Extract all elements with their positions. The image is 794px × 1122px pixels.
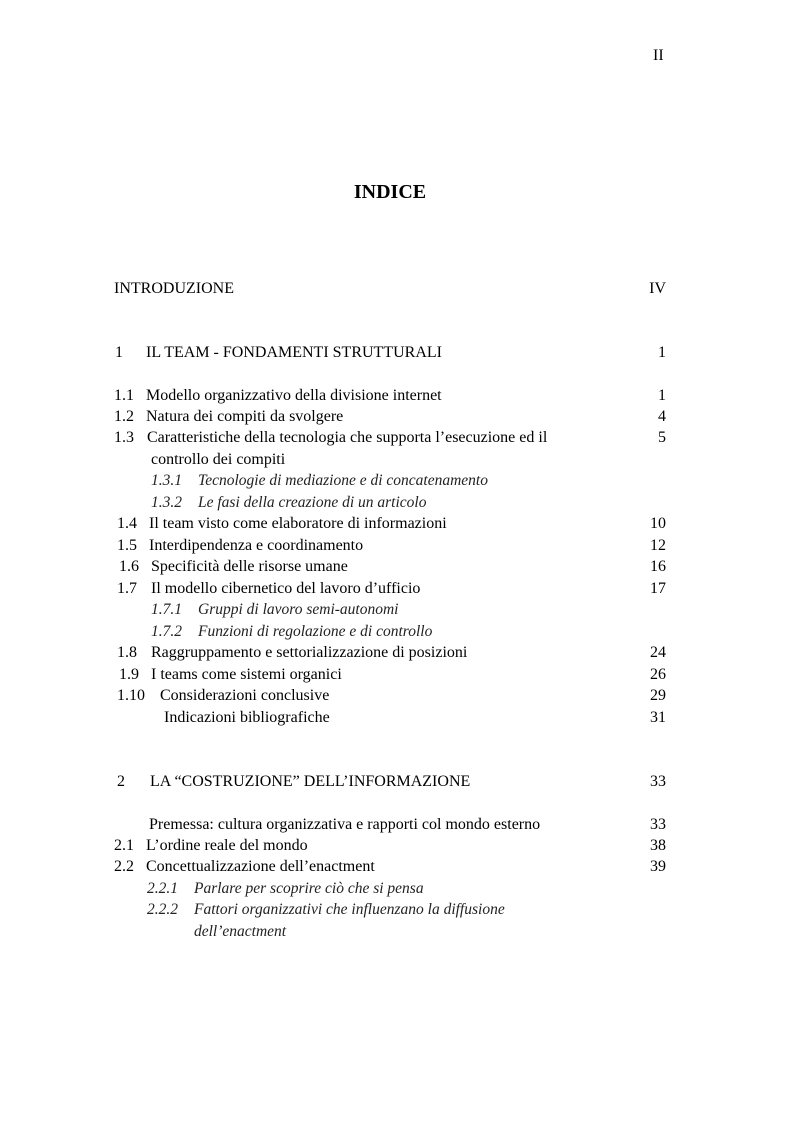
toc-label: Considerazioni conclusive [160, 687, 330, 704]
toc-page: 29 [650, 687, 666, 704]
toc-label: Le fasi della creazione di un articolo [198, 494, 427, 511]
toc-number: 1.3 [114, 429, 134, 446]
toc-page: 17 [650, 580, 666, 597]
toc-label-continuation: dell’enactment [194, 923, 287, 940]
toc-page: IV [649, 280, 666, 297]
toc-label: Tecnologie di mediazione e di concatenamento [198, 472, 488, 489]
toc-label: Indicazioni bibliografiche [164, 709, 330, 726]
toc-page: 5 [658, 429, 666, 446]
toc-number: 1.1 [114, 387, 134, 404]
toc-page: 26 [650, 666, 666, 683]
toc-number: 1.7.1 [151, 601, 182, 618]
toc-number: 1.7 [117, 580, 137, 597]
toc-number: 1.7.2 [151, 623, 182, 640]
toc-label: Il team visto come elaboratore di informazioni [149, 515, 447, 532]
toc-number: 2 [117, 773, 125, 790]
toc-label: Gruppi di lavoro semi-autonomi [198, 601, 399, 618]
toc-number: 1.3.1 [151, 472, 182, 489]
toc-number: 1.3.2 [151, 494, 182, 511]
toc-page: 24 [650, 644, 666, 661]
toc-label: Fattori organizzativi che influenzano la diffusione [194, 901, 505, 918]
toc-number: 1.2 [114, 408, 134, 425]
toc-page: 31 [650, 709, 666, 726]
toc-page: 16 [650, 558, 666, 575]
toc-page: 38 [650, 837, 666, 854]
toc-label: Modello organizzativo della divisione internet [146, 387, 442, 404]
toc-number: 1.10 [117, 687, 145, 704]
toc-label: IL TEAM - FONDAMENTI STRUTTURALI [146, 344, 442, 361]
toc-number: 1.8 [117, 644, 137, 661]
toc-page: 12 [650, 537, 666, 554]
toc-number: 2.1 [114, 837, 134, 854]
page-number: II [653, 47, 664, 64]
toc-label: Raggruppamento e settorializzazione di posizioni [151, 644, 468, 661]
toc-label: Concettualizzazione dell’enactment [146, 858, 375, 875]
toc-label: Natura dei compiti da svolgere [146, 408, 344, 425]
toc-label: L’ordine reale del mondo [146, 837, 308, 854]
toc-page: 1 [658, 387, 666, 404]
toc-page: 10 [650, 515, 666, 532]
toc-label-continuation: controllo dei compiti [151, 451, 286, 468]
toc-label: Premessa: cultura organizzativa e rapporti col mondo esterno [149, 816, 541, 833]
page-title: INDICE [353, 181, 427, 203]
toc-label: Il modello cibernetico del lavoro d’ufficio [151, 580, 421, 597]
toc-label: INTRODUZIONE [114, 280, 234, 297]
toc-number: 1 [115, 344, 123, 361]
toc-label: Funzioni di regolazione e di controllo [198, 623, 433, 640]
toc-label: Parlare per scoprire ciò che si pensa [194, 880, 424, 897]
toc-page: 33 [650, 773, 666, 790]
toc-label: LA “COSTRUZIONE” DELL’INFORMAZIONE [150, 773, 471, 790]
toc-page: 4 [658, 408, 666, 425]
toc-number: 2.2.1 [147, 880, 178, 897]
toc-page: 39 [650, 858, 666, 875]
toc-number: 2.2 [114, 858, 134, 875]
toc-label: I teams come sistemi organici [151, 666, 342, 683]
toc-number: 1.4 [117, 515, 137, 532]
toc-page: 1 [658, 344, 666, 361]
toc-number: 1.6 [119, 558, 139, 575]
toc-label: Specificità delle risorse umane [151, 558, 348, 575]
toc-number: 1.9 [119, 666, 139, 683]
toc-number: 1.5 [117, 537, 137, 554]
toc-label: Caratteristiche della tecnologia che supporta l’esecuzione ed il [147, 429, 548, 446]
toc-label: Interdipendenza e coordinamento [149, 537, 364, 554]
toc-number: 2.2.2 [147, 901, 178, 918]
toc-page: 33 [650, 816, 666, 833]
